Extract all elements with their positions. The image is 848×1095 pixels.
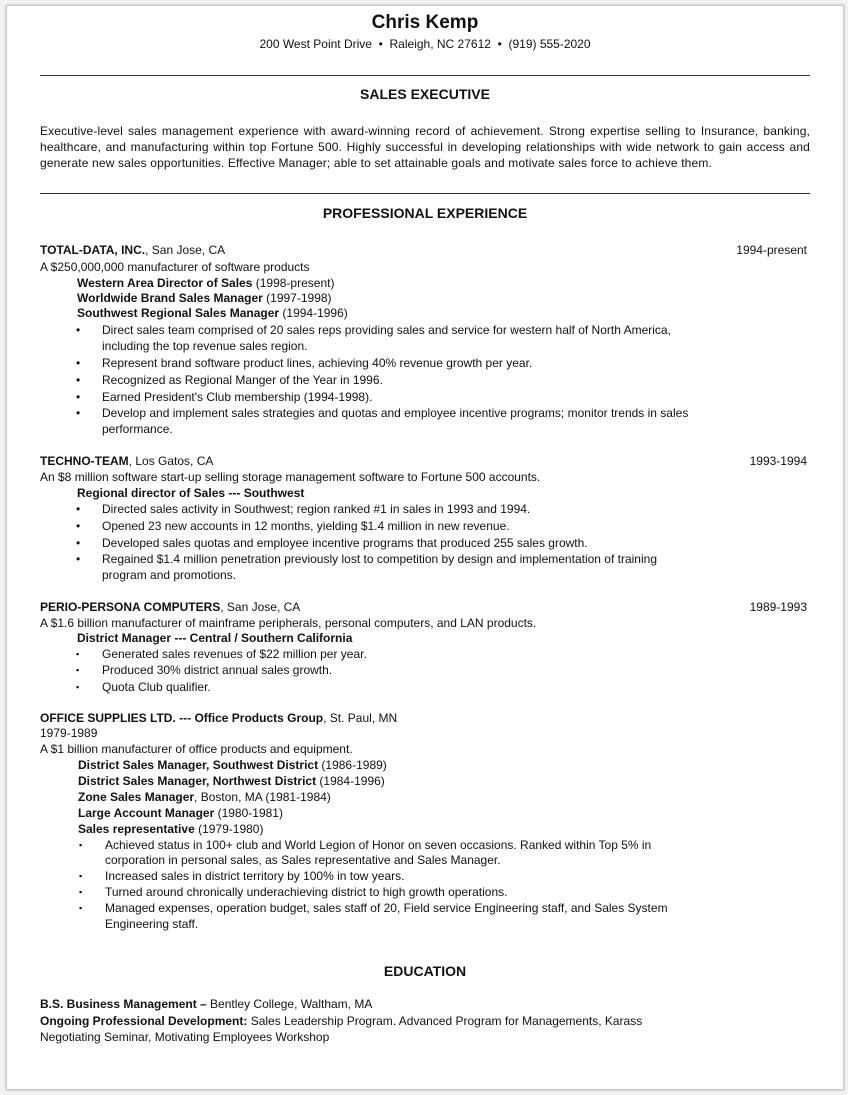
experience-heading: PROFESSIONAL EXPERIENCE	[322, 205, 528, 221]
role-line	[78, 821, 263, 837]
role-period: (1997-1998)	[262, 291, 332, 305]
bullet-dot: •	[76, 323, 81, 337]
ongoing-line	[40, 1014, 642, 1028]
bullet-text: program and promotions.	[102, 568, 237, 582]
bullet-square: ▪	[76, 649, 80, 659]
role-title: Southwest Regional Sales Manager	[77, 306, 280, 320]
separator: •	[497, 37, 502, 51]
bullet-square: ▪	[76, 665, 80, 675]
bullet-text: Engineering staff.	[105, 917, 199, 931]
role-title: District Sales Manager, Northwest District	[78, 774, 317, 788]
role-period: (1994-1996)	[279, 306, 348, 320]
role-title: Zone Sales Manager	[78, 790, 195, 804]
bullet-text: Opened 23 new accounts in 12 months, yielding $1.4 million in new revenue.	[102, 519, 510, 533]
bullet-text: Recognized as Regional Manger of the Year in 1996.	[102, 373, 383, 387]
job-dates: 1989-1993	[749, 600, 807, 614]
bullet-dot: •	[76, 536, 81, 550]
role-title: Worldwide Brand Sales Manager	[77, 291, 263, 305]
bullet-square: ▪	[79, 840, 83, 850]
bullet-text: Quota Club qualifier.	[102, 680, 211, 694]
job-dates: 1994-present	[736, 243, 807, 257]
role-title: District Sales Manager, Southwest District	[78, 758, 319, 772]
ongoing-label: Ongoing Professional Development:	[40, 1014, 248, 1028]
role-line	[78, 789, 331, 805]
bullet-square: ▪	[76, 682, 80, 692]
bullet-dot: •	[76, 356, 81, 370]
ongoing-line-2: Negotiating Seminar, Motivating Employees Workshop	[40, 1030, 330, 1044]
job-title-heading: SALES EXECUTIVE	[360, 86, 490, 102]
bullet-text: Produced 30% district annual sales growth.	[102, 663, 333, 677]
company-name: TECHNO-TEAM	[40, 454, 129, 468]
bullet-dot: •	[76, 519, 81, 533]
bullet-text: including the top revenue sales region.	[102, 339, 308, 353]
company-line	[40, 710, 397, 726]
role-title: District Manager --- Central / Southern California	[77, 631, 353, 645]
education-heading: EDUCATION	[383, 963, 467, 979]
bullet-text: Generated sales revenues of $22 million per year.	[102, 647, 367, 661]
bullet-dot: •	[76, 390, 81, 404]
role-line	[78, 805, 283, 821]
company-name: OFFICE SUPPLIES LTD. --- Office Products Group	[40, 711, 324, 725]
bullet-dot: •	[76, 406, 81, 420]
candidate-name: Chris Kemp	[371, 12, 479, 33]
ongoing-value: Sales Leadership Program. Advanced Program for Managements, Karass	[247, 1014, 643, 1028]
role-line	[78, 757, 387, 773]
role-line	[77, 290, 332, 306]
company-location: , Los Gatos, CA	[128, 454, 214, 468]
company-description: An $8 million software start-up selling storage management software to Fortune 500 accounts.	[40, 470, 541, 484]
degree-value: Bentley College, Waltham, MA	[206, 997, 373, 1011]
role-title: Large Account Manager	[78, 806, 215, 820]
company-line	[40, 453, 213, 469]
company-location: , San Jose, CA	[145, 243, 226, 257]
company-description: A $1.6 billion manufacturer of mainframe peripherals, personal computers, and LAN products.	[40, 616, 537, 630]
bullet-square: ▪	[79, 887, 83, 897]
bullet-dot: •	[76, 552, 81, 566]
role-title: Regional director of Sales --- Southwest	[77, 486, 305, 500]
bullet-square: ▪	[79, 871, 83, 881]
bullet-text: Direct sales team comprised of 20 sales reps providing sales and service for western half of North America,	[102, 323, 671, 337]
degree-label: B.S. Business Management –	[40, 997, 207, 1011]
role-period: (1979-1980)	[194, 822, 264, 836]
bullet-text: Regained $1.4 million penetration previously lost to competition by design and implementation of training	[102, 552, 657, 566]
company-location: , St. Paul, MN	[323, 711, 398, 725]
bullet-text: Managed expenses, operation budget, sales staff of 20, Field service Engineering staff, and Sales System	[105, 901, 668, 915]
bullet-text: Increased sales in district territory by 100% in tow years.	[105, 869, 405, 883]
address: 200 West Point Drive	[259, 37, 372, 51]
role-line	[77, 275, 334, 291]
divider	[40, 193, 810, 194]
role-line	[77, 630, 352, 646]
bullet-dot: •	[76, 373, 81, 387]
separator: •	[378, 37, 383, 51]
company-description: A $1 billion manufacturer of office products and equipment.	[40, 742, 353, 756]
role-period: (1984-1996)	[316, 774, 385, 788]
bullet-text: Develop and implement sales strategies and quotas and employee incentive programs; monitor trends in sales	[102, 406, 689, 420]
company-line	[40, 599, 300, 615]
role-period: (1986-1989)	[318, 758, 387, 772]
role-title: Sales representative	[78, 822, 195, 836]
role-period: (1998-present)	[252, 276, 335, 290]
role-period: , Boston, MA (1981-1984)	[194, 790, 331, 804]
bullet-dot: •	[76, 502, 81, 516]
degree-line	[40, 997, 372, 1011]
bullet-text: Developed sales quotas and employee incentive programs that produced 255 sales growth.	[102, 536, 588, 550]
bullet-text: Turned around chronically underachieving district to high growth operations.	[105, 885, 508, 899]
bullet-text: Represent brand software product lines, achieving 40% revenue growth per year.	[102, 356, 533, 370]
role-title: Western Area Director of Sales	[77, 276, 253, 290]
resume-page	[6, 5, 844, 1090]
bullet-text: performance.	[102, 422, 173, 436]
city: Raleigh, NC 27612	[389, 37, 491, 51]
role-period: (1980-1981)	[214, 806, 283, 820]
company-name: TOTAL-DATA, INC.	[40, 243, 146, 257]
bullet-text: corporation in personal sales, as Sales representative and Sales Manager.	[105, 853, 501, 867]
contact-line	[7, 37, 843, 51]
bullet-square: ▪	[79, 903, 83, 913]
job-dates: 1979-1989	[40, 726, 98, 740]
bullet-text: Achieved status in 100+ club and World Legion of Honor on seven occasions. Ranked within Top 5% in	[105, 838, 652, 852]
summary-paragraph: Executive-level sales management experience with award-winning record of achievement. Strong expertise selling to Insurance, banking, healthcare, and manufacturing within top Fortune 500. Highly successful in developing relationships with wide network to gain access and generate new sales opportunities. Effective Manager; able to set attainable goals and motivate sales force to achieve them.	[40, 124, 810, 170]
role-line	[78, 773, 385, 789]
phone: (919) 555-2020	[508, 37, 591, 51]
role-line	[77, 305, 348, 321]
company-location: , San Jose, CA	[220, 600, 301, 614]
bullet-text: Earned President's Club membership (1994-1998).	[102, 390, 373, 404]
company-description: A $250,000,000 manufacturer of software products	[40, 260, 310, 274]
company-name: PERIO-PERSONA COMPUTERS	[40, 600, 221, 614]
divider	[40, 75, 810, 76]
role-line	[77, 485, 304, 501]
company-line	[40, 242, 225, 258]
job-dates: 1993-1994	[749, 454, 807, 468]
bullet-text: Directed sales activity in Southwest; region ranked #1 in sales in 1993 and 1994.	[102, 502, 531, 516]
